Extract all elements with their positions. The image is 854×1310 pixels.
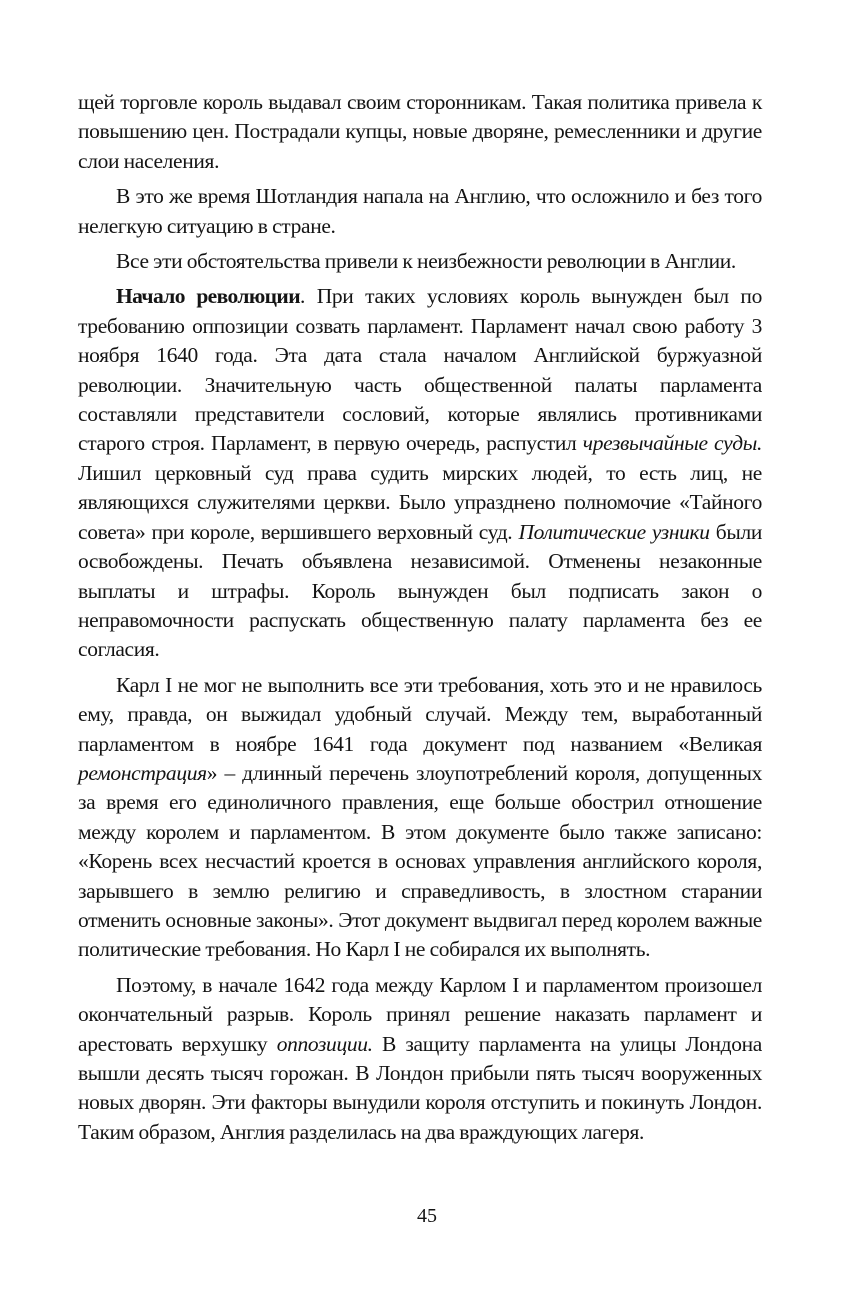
paragraph <box>78 971 762 1147</box>
paragraph-text: . При таких условиях король вынужден был по требованию оппозиции созвать парламент. Парламент начал свою работу 3 ноября 1640 года. Эта дата стала началом Английской буржуазной революции. Значительную часть общественной палаты парламента составляли представители сословий, которые являлись противниками старого строя. Парламент, в первую очередь, распустил <box>78 284 762 456</box>
emphasis-text: ремонстрация <box>78 760 207 785</box>
paragraph <box>78 282 762 664</box>
paragraph-text: Лишил церковный суд права судить мирских людей, то есть лиц, не являющихся служителями церкви. Было упразднено полномочие «Тайного совета» при короле, вершившего верховный суд. <box>78 460 762 544</box>
page-number: 45 <box>417 1205 437 1227</box>
page-body <box>78 88 762 1153</box>
section-heading: Начало революции <box>116 284 301 309</box>
paragraph-text: Карл I не мог не выполнить все эти требования, хоть это и не нравилось ему, правда, он выжидал удобный случай. Между тем, выработанный парламентом в ноябре 1641 года документ под названием «Великая <box>78 672 762 756</box>
emphasis-text: оппозиции. <box>276 1031 373 1056</box>
emphasis-text: Политические узники <box>518 519 710 544</box>
paragraph-text: » – длинный перечень злоупотреблений короля, допущенных за время его единоличного правления, еще больше обострил отношение между королем и парламентом. В этом документе было также записано: «Корень всех несчастий кроется в основах управления английского короля, зарывшего в землю религию и справедливость, в злостном старании отменить основные законы». Этот документ выдвигал перед королем важные политические требования. Но Карл I не собирался их выполнять. <box>78 760 762 962</box>
paragraph <box>78 671 762 965</box>
paragraph: В это же время Шотландия напала на Англию, что осложнило и без того нелегкую ситуацию в стране. <box>78 184 762 238</box>
paragraph-text: были освобождены. Печать объявлена независимой. Отменены незаконные выплаты и штрафы. Король вынужден был подписать закон о неправомочности распускать общественную палату парламента без ее согласия. <box>78 519 762 662</box>
paragraph-text: Поэтому, в начале 1642 года между Карлом I и парламентом произошел окончательный разрыв. Король принял решение наказать парламент и арестовать верхушку <box>78 972 762 1056</box>
paragraph: щей торговле король выдавал своим сторонникам. Такая политика привела к повышению цен. Пострадали купцы, новые дворяне, ремесленники и другие слои населения. <box>78 90 762 173</box>
emphasis-text: чрезвычайные суды. <box>582 431 762 456</box>
paragraph-text: В защиту парламента на улицы Лондона вышли десять тысяч горожан. В Лондон прибыли пять тысяч вооруженных новых дворян. Эти факторы вынудили короля отступить и покинуть Лондон. Таким образом, Англия разделилась на два враждующих лагеря. <box>78 1031 763 1144</box>
paragraph: Все эти обстоятельства привели к неизбежности революции в Англии. <box>116 249 736 274</box>
